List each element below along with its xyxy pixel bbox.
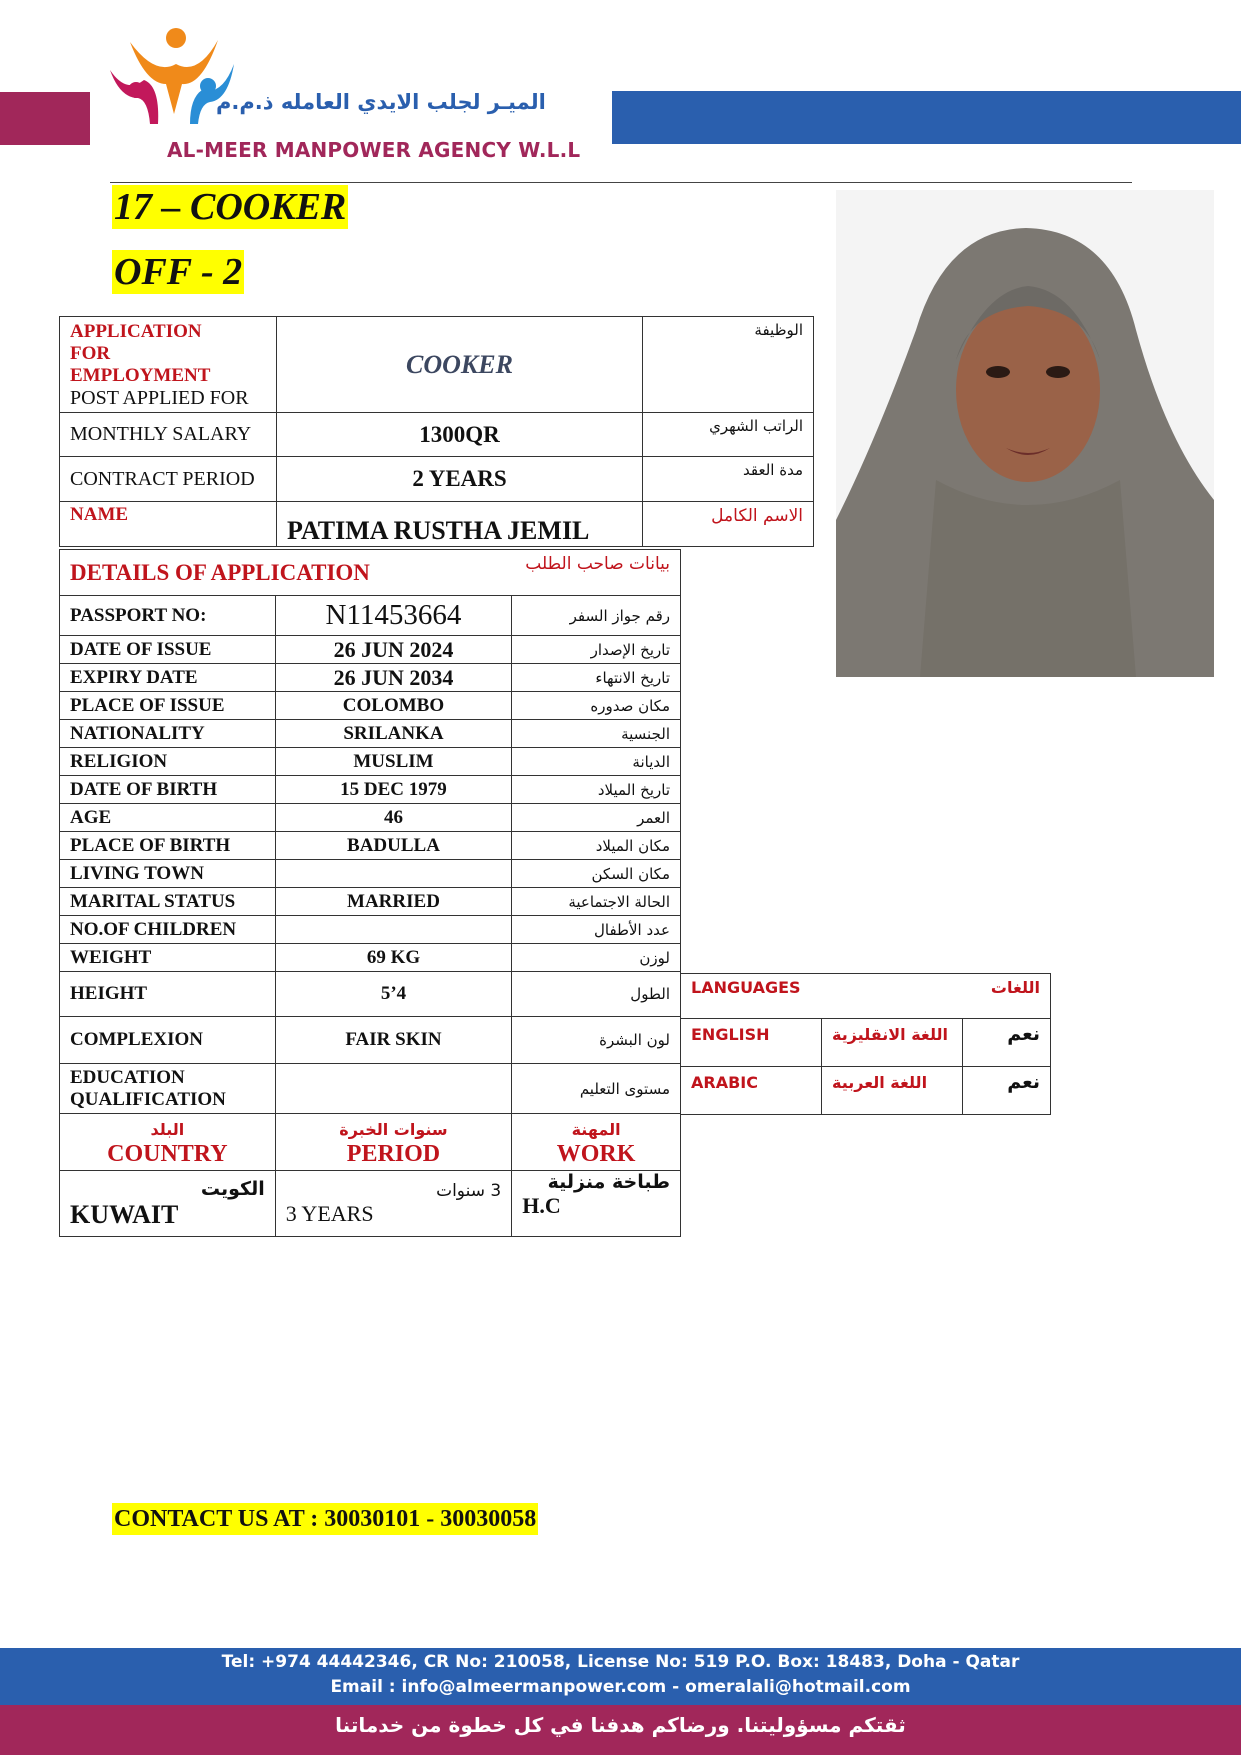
- education-label-ar: مستوى التعليم: [512, 1064, 681, 1114]
- application-title-2: FOR: [70, 343, 111, 364]
- application-title-3: EMPLOYMENT: [70, 365, 211, 386]
- age-label-ar: العمر: [512, 804, 681, 832]
- detail-row: [60, 1017, 681, 1064]
- period-header: [275, 1114, 511, 1171]
- footer-email: Email : info@almeermanpower.com - omeralali@hotmail.com: [330, 1677, 911, 1697]
- detail-row: [60, 720, 681, 748]
- work-header-en: WORK: [556, 1141, 636, 1167]
- contract-label: CONTRACT PERIOD: [60, 457, 277, 502]
- post-applied-cell: [60, 317, 277, 413]
- country-header-en: COUNTRY: [107, 1141, 228, 1167]
- details-header: [60, 550, 681, 596]
- issue-date-label-ar: تاريخ الإصدار: [512, 636, 681, 664]
- contract-value: 2 YEARS: [277, 457, 643, 502]
- name-label-ar: الاسم الكامل: [643, 502, 814, 547]
- experience-row: [60, 1171, 681, 1237]
- language-row: [681, 1019, 1051, 1067]
- footer-slogan: ثقتكم مسؤوليتنا. ورضاكم هدفنا في كل خطوة من خدماتنا: [335, 1713, 906, 1737]
- language-level: نعم: [963, 1019, 1051, 1067]
- education-label: EDUCATION QUALIFICATION: [60, 1064, 276, 1114]
- complexion-label: COMPLEXION: [60, 1017, 276, 1064]
- religion-value: MUSLIM: [275, 748, 511, 776]
- place-of-issue-label-ar: مكان صدوره: [512, 692, 681, 720]
- detail-row: [60, 916, 681, 944]
- details-table: [59, 549, 681, 1237]
- detail-row: [60, 832, 681, 860]
- post-applied-label-ar: الوظيفة: [643, 317, 814, 413]
- application-title-1: APPLICATION: [70, 321, 202, 342]
- application-table: [59, 316, 814, 547]
- complexion-value: FAIR SKIN: [275, 1017, 511, 1064]
- footer-contact-info: Tel: +974 44442346, CR No: 210058, License No: 519 P.O. Box: 18483, Doha - Qatar: [221, 1652, 1020, 1672]
- company-name-english: AL-MEER MANPOWER AGENCY W.L.L: [167, 138, 581, 162]
- header-accent-bar-left: [0, 92, 90, 145]
- languages-header: [681, 974, 1051, 1019]
- languages-table: [680, 973, 1051, 1115]
- passport-value: N11453664: [275, 596, 511, 636]
- experience-work-en: H.C: [522, 1193, 561, 1218]
- detail-row: [60, 804, 681, 832]
- marital-status-label-ar: الحالة الاجتماعية: [512, 888, 681, 916]
- country-header-ar: البلد: [150, 1120, 185, 1139]
- religion-label: RELIGION: [60, 748, 276, 776]
- experience-period-ar: 3 سنوات: [436, 1180, 502, 1201]
- children-label: NO.OF CHILDREN: [60, 916, 276, 944]
- expiry-date-label: EXPIRY DATE: [60, 664, 276, 692]
- height-label-ar: الطول: [512, 972, 681, 1017]
- nationality-value: SRILANKA: [275, 720, 511, 748]
- work-header-ar: المهنة: [571, 1120, 621, 1139]
- living-town-label-ar: مكان السكن: [512, 860, 681, 888]
- age-label: AGE: [60, 804, 276, 832]
- experience-period: [275, 1171, 511, 1237]
- detail-row: [60, 972, 681, 1017]
- marital-status-label: MARITAL STATUS: [60, 888, 276, 916]
- detail-row: [60, 664, 681, 692]
- children-label-ar: عدد الأطفال: [512, 916, 681, 944]
- detail-row: [60, 776, 681, 804]
- religion-label-ar: الديانة: [512, 748, 681, 776]
- dob-label-ar: تاريخ الميلاد: [512, 776, 681, 804]
- weight-label-ar: لوزن: [512, 944, 681, 972]
- languages-title-ar: اللغات: [990, 978, 1040, 997]
- expiry-date-value: 26 JUN 2034: [275, 664, 511, 692]
- experience-country: [60, 1171, 276, 1237]
- company-name-arabic: الميـر لجلب الايدي العامله ذ.م.م: [216, 90, 546, 114]
- place-of-birth-value: BADULLA: [275, 832, 511, 860]
- period-header-ar: سنوات الخبرة: [339, 1120, 448, 1139]
- complexion-label-ar: لون البشرة: [512, 1017, 681, 1064]
- experience-work: [512, 1171, 681, 1237]
- height-value: 5’4: [275, 972, 511, 1017]
- experience-work-ar: طباخة منزلية: [547, 1171, 670, 1193]
- languages-title: LANGUAGES: [691, 978, 801, 997]
- nationality-label-ar: الجنسية: [512, 720, 681, 748]
- detail-row: [60, 944, 681, 972]
- experience-header-row: [60, 1114, 681, 1171]
- place-of-issue-label: PLACE OF ISSUE: [60, 692, 276, 720]
- issue-date-label: DATE OF ISSUE: [60, 636, 276, 664]
- post-applied-label: POST APPLIED FOR: [70, 387, 249, 409]
- language-name: ARABIC: [681, 1067, 822, 1115]
- experience-country-ar: الكويت: [200, 1177, 265, 1200]
- height-label: HEIGHT: [60, 972, 276, 1017]
- weight-label: WEIGHT: [60, 944, 276, 972]
- children-value: [275, 916, 511, 944]
- detail-row: [60, 596, 681, 636]
- details-title-ar: بيانات صاحب الطلب: [525, 554, 670, 574]
- issue-date-value: 26 JUN 2024: [275, 636, 511, 664]
- language-row: [681, 1067, 1051, 1115]
- header-divider: [110, 182, 1132, 183]
- reference-code: 17 – COOKER: [114, 186, 347, 228]
- living-town-label: LIVING TOWN: [60, 860, 276, 888]
- detail-row: [60, 860, 681, 888]
- period-header-en: PERIOD: [346, 1141, 441, 1167]
- passport-label-ar: رقم جواز السفر: [512, 596, 681, 636]
- detail-row: [60, 692, 681, 720]
- salary-value: 1300QR: [277, 413, 643, 457]
- place-of-issue-value: COLOMBO: [275, 692, 511, 720]
- language-name-ar: اللغة الانقليزية: [822, 1019, 963, 1067]
- experience-country-en: KUWAIT: [70, 1199, 179, 1229]
- name-value: PATIMA RUSTHA JEMIL: [277, 502, 643, 547]
- salary-label: MONTHLY SALARY: [60, 413, 277, 457]
- education-value: [275, 1064, 511, 1114]
- marital-status-value: MARRIED: [275, 888, 511, 916]
- post-applied-value: COOKER: [277, 317, 643, 413]
- header-accent-bar-right: [612, 91, 1241, 144]
- detail-row: [60, 1064, 681, 1114]
- expiry-date-label-ar: تاريخ الانتهاء: [512, 664, 681, 692]
- country-header: [60, 1114, 276, 1171]
- salary-label-ar: الراتب الشهري: [643, 413, 814, 457]
- dob-value: 15 DEC 1979: [275, 776, 511, 804]
- experience-period-en: 3 YEARS: [285, 1200, 374, 1226]
- place-of-birth-label-ar: مكان الميلاد: [512, 832, 681, 860]
- weight-value: 69 KG: [275, 944, 511, 972]
- applicant-photo: [836, 190, 1214, 677]
- age-value: 46: [275, 804, 511, 832]
- details-title: DETAILS OF APPLICATION: [70, 559, 370, 585]
- place-of-birth-label: PLACE OF BIRTH: [60, 832, 276, 860]
- language-level: نعم: [963, 1067, 1051, 1115]
- detail-row: [60, 888, 681, 916]
- language-name-ar: اللغة العربية: [822, 1067, 963, 1115]
- detail-row: [60, 748, 681, 776]
- dob-label: DATE OF BIRTH: [60, 776, 276, 804]
- office-code: OFF - 2: [114, 251, 243, 293]
- passport-label: PASSPORT NO:: [60, 596, 276, 636]
- name-label: NAME: [60, 502, 277, 547]
- contract-label-ar: مدة العقد: [643, 457, 814, 502]
- detail-row: [60, 636, 681, 664]
- living-town-value: [275, 860, 511, 888]
- language-name: ENGLISH: [681, 1019, 822, 1067]
- contact-line: CONTACT US AT : 30030101 - 30030058: [112, 1503, 538, 1535]
- nationality-label: NATIONALITY: [60, 720, 276, 748]
- work-header: [512, 1114, 681, 1171]
